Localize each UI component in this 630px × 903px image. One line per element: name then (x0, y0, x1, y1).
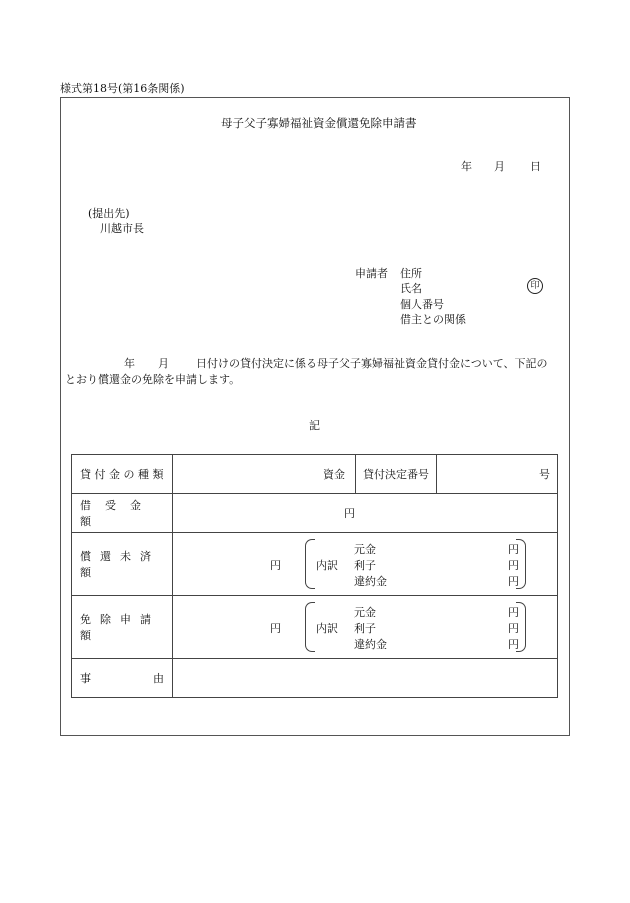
body-line2: とおり償還金の免除を申請します。 (65, 373, 241, 386)
applicant-label: 申請者 (355, 267, 388, 280)
personal-number-label: 個人番号 (400, 298, 444, 311)
unpaid-yen: 円 (270, 559, 281, 572)
date-day: 日 (530, 160, 541, 173)
unpaid-principal-label: 元金 (354, 543, 376, 556)
unpaid-uchiwake: 内訳 (316, 559, 338, 572)
body-month: 月 (158, 357, 169, 370)
exemption-interest-label: 利子 (354, 622, 376, 635)
reason-cell[interactable] (173, 659, 558, 698)
reason-label-cell (72, 659, 173, 698)
decision-number-cell[interactable] (437, 455, 558, 494)
ki-mark: 記 (309, 419, 320, 432)
loan-type-cell[interactable] (173, 455, 356, 494)
loan-type-label: 貸付金の種類 (80, 468, 167, 481)
unpaid-interest-yen: 円 (508, 559, 519, 572)
exemption-principal-yen: 円 (508, 606, 519, 619)
body-line1: 日付けの貸付決定に係る母子父子寡婦福祉資金貸付金について、下記の (196, 357, 548, 370)
row-borrowed (72, 494, 558, 533)
seal-mark: 印 (527, 278, 543, 294)
submit-to-value: 川越市長 (100, 222, 144, 235)
exemption-principal-label: 元金 (354, 606, 376, 619)
row-reason (72, 659, 558, 698)
reason-label-first: 事 (80, 672, 91, 685)
unpaid-interest-label: 利子 (354, 559, 376, 572)
reason-label-last: 由 (153, 672, 164, 685)
name-label: 氏名 (400, 282, 422, 295)
exemption-label: 免除申請額 (80, 613, 160, 642)
date-month: 月 (494, 160, 505, 173)
unpaid-amount-cell[interactable] (173, 533, 558, 596)
go-label: 号 (539, 468, 550, 481)
loan-table (71, 454, 558, 698)
form-id: 様式第18号(第16条関係) (60, 82, 185, 95)
exemption-uchiwake: 内訳 (316, 622, 338, 635)
unpaid-penalty-label: 違約金 (354, 575, 387, 588)
date-year: 年 (461, 160, 472, 173)
bracket-right (516, 539, 526, 589)
address-label: 住所 (400, 267, 422, 280)
submit-to-label: (提出先) (88, 207, 130, 220)
unpaid-label-cell (72, 533, 173, 596)
bracket-left (305, 539, 315, 589)
exemption-penalty-yen: 円 (508, 638, 519, 651)
borrowed-label: 借受金額 (80, 499, 155, 528)
exemption-label-cell (72, 596, 173, 659)
bracket-right (516, 602, 526, 652)
borrowed-yen: 円 (344, 507, 355, 520)
loan-type-label-cell (72, 455, 173, 494)
form-title: 母子父子寡婦福祉資金償還免除申請書 (221, 116, 417, 130)
bracket-left (305, 602, 315, 652)
decision-number-label-cell (356, 455, 437, 494)
borrowed-label-cell (72, 494, 173, 533)
row-loan-type (72, 455, 558, 494)
borrowed-amount-cell[interactable] (173, 494, 558, 533)
unpaid-label: 償還未済額 (80, 550, 160, 579)
exemption-amount-cell[interactable] (173, 596, 558, 659)
unpaid-principal-yen: 円 (508, 543, 519, 556)
exemption-interest-yen: 円 (508, 622, 519, 635)
exemption-penalty-label: 違約金 (354, 638, 387, 651)
row-unpaid (72, 533, 558, 596)
row-exemption (72, 596, 558, 659)
shikin-label: 資金 (323, 468, 345, 481)
decision-number-label: 貸付決定番号 (363, 468, 429, 481)
unpaid-penalty-yen: 円 (508, 575, 519, 588)
exemption-yen: 円 (270, 622, 281, 635)
relation-label: 借主との関係 (400, 313, 466, 326)
body-year: 年 (124, 357, 135, 370)
